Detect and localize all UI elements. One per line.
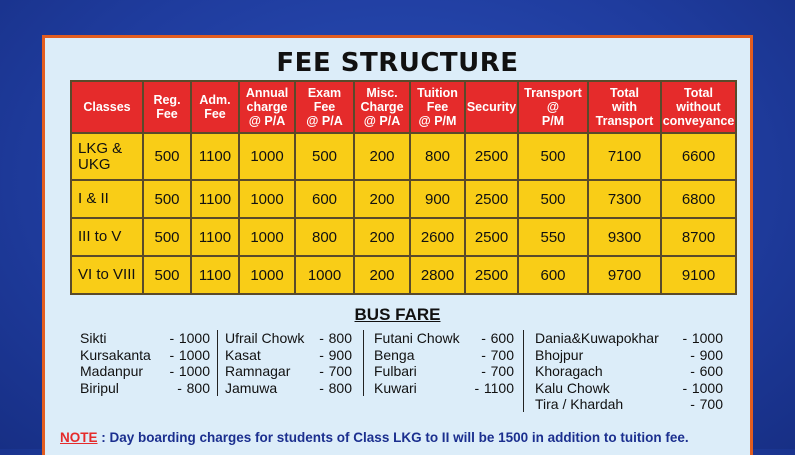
note-text: : Day boarding charges for students of Class LKG to II will be 1500 in addition to tuition fee.	[97, 430, 689, 445]
bus-stop-name: Madanpur	[80, 363, 144, 379]
bus-fare-amount: 700	[699, 396, 723, 412]
fee-cell: 2500	[465, 256, 518, 294]
bus-fare-item	[535, 330, 723, 347]
bus-stop-name: Dania&Kuwapokhar	[535, 330, 659, 346]
fare-dash: -	[682, 330, 688, 346]
bus-stop-name: Jamuwa	[225, 379, 278, 396]
bus-fare-amount: 1000	[691, 330, 723, 346]
fee-cell: 200	[354, 218, 410, 256]
fare-dash: -	[319, 346, 324, 363]
header-cell: Tuition Fee @ P/M	[410, 81, 465, 133]
bus-fare-item	[535, 363, 723, 380]
bus-fare-column	[374, 330, 514, 396]
header-cell: Total without conveyance	[661, 81, 736, 133]
bus-fare-amount: 700	[490, 346, 514, 363]
fee-cell: 600	[518, 256, 588, 294]
fee-cell: 2500	[465, 180, 518, 218]
table-row	[71, 133, 736, 180]
fee-cell: 2800	[410, 256, 465, 294]
fee-cell: 500	[143, 180, 191, 218]
fee-cell: 1100	[191, 133, 239, 180]
fare-dash: -	[319, 379, 324, 396]
column-divider	[363, 330, 364, 396]
fee-cell: 9300	[588, 218, 661, 256]
bus-fare-amount: 900	[699, 346, 723, 363]
fare-dash: -	[319, 363, 324, 379]
table-row	[71, 218, 736, 256]
bus-stop-name: Tira / Khardah	[535, 396, 624, 412]
header-cell: Total with Transport	[588, 81, 661, 133]
fee-cell: 500	[295, 133, 354, 180]
fee-cell: 550	[518, 218, 588, 256]
fare-dash: -	[319, 330, 324, 346]
bus-fare-amount: 800	[186, 379, 210, 396]
fee-cell: 7100	[588, 133, 661, 180]
header-cell: Misc. Charge @ P/A	[354, 81, 410, 133]
fee-cell: 1000	[239, 133, 295, 180]
fee-cell: 200	[354, 180, 410, 218]
note	[60, 430, 689, 445]
fee-cell: 500	[143, 133, 191, 180]
class-cell: LKG & UKG	[71, 133, 143, 180]
bus-fare-item	[225, 380, 352, 397]
bus-fare-item	[225, 363, 352, 380]
fee-cell: 1100	[191, 256, 239, 294]
fee-cell: 200	[354, 256, 410, 294]
bus-stop-name: Kalu Chowk	[535, 379, 610, 396]
bus-fare-item	[225, 330, 352, 347]
header-cell: Reg. Fee	[143, 81, 191, 133]
class-cell: VI to VIII	[71, 256, 143, 294]
bus-fare-item	[80, 363, 210, 380]
fare-dash: -	[690, 346, 695, 363]
bus-fare-item	[80, 330, 210, 347]
bus-fare-amount: 1000	[178, 363, 210, 379]
class-cell: III to V	[71, 218, 143, 256]
bus-fare-amount: 1000	[691, 379, 723, 396]
fee-cell: 500	[518, 133, 588, 180]
fee-cell: 500	[518, 180, 588, 218]
fee-cell: 1100	[191, 218, 239, 256]
bus-stop-name: Fulbari	[374, 363, 417, 379]
header-cell: Annual charge @ P/A	[239, 81, 295, 133]
fee-cell: 8700	[661, 218, 736, 256]
bus-fare-amount: 1000	[178, 346, 210, 363]
bus-fare-amount: 800	[328, 330, 352, 346]
bus-stop-name: Ramnagar	[225, 363, 291, 379]
table-row	[71, 256, 736, 294]
header-cell: Exam Fee @ P/A	[295, 81, 354, 133]
fare-dash: -	[481, 330, 486, 346]
bus-fare-item	[535, 347, 723, 364]
bus-fare-item	[535, 396, 723, 413]
bus-fare-item	[225, 347, 352, 364]
fee-cell: 900	[410, 180, 465, 218]
fee-cell: 500	[143, 256, 191, 294]
bus-stop-name: Kursakanta	[80, 346, 151, 363]
bus-fare-amount: 900	[328, 346, 352, 363]
bus-fare-item	[80, 347, 210, 364]
bus-stop-name: Kasat	[225, 346, 261, 363]
bus-fare-column	[80, 330, 210, 396]
fare-dash: -	[474, 379, 480, 396]
bus-fare-item	[374, 347, 514, 364]
fee-cell: 600	[295, 180, 354, 218]
bus-fare-amount: 700	[328, 363, 352, 379]
header-cell: Classes	[71, 81, 143, 133]
fee-cell: 7300	[588, 180, 661, 218]
fee-cell: 1000	[239, 218, 295, 256]
bus-fare-amount: 600	[699, 363, 723, 379]
fee-cell: 800	[295, 218, 354, 256]
fee-cell: 2600	[410, 218, 465, 256]
fee-cell: 200	[354, 133, 410, 180]
fee-cell: 500	[143, 218, 191, 256]
fee-cell: 1100	[191, 180, 239, 218]
header-cell: Security	[465, 81, 518, 133]
bus-stop-name: Kuwari	[374, 379, 417, 396]
fare-dash: -	[481, 346, 486, 363]
bus-fare-amount: 1000	[178, 330, 210, 346]
bus-stop-name: Ufrail Chowk	[225, 330, 305, 346]
fare-dash: -	[690, 396, 695, 412]
fare-dash: -	[690, 363, 695, 379]
note-label: NOTE	[60, 430, 98, 445]
page-title: FEE STRUCTURE	[276, 48, 519, 78]
fee-cell: 1000	[239, 180, 295, 218]
fee-cell: 9100	[661, 256, 736, 294]
fee-cell: 6600	[661, 133, 736, 180]
bus-fare-item	[80, 380, 210, 397]
bus-fare-item	[374, 363, 514, 380]
bus-fare-item	[374, 380, 514, 397]
fee-table-header	[71, 81, 736, 133]
fee-cell: 800	[410, 133, 465, 180]
bus-stop-name: Futani Chowk	[374, 330, 460, 346]
fee-cell: 9700	[588, 256, 661, 294]
bus-fare-amount: 600	[490, 330, 514, 346]
column-divider	[523, 330, 524, 412]
column-divider	[217, 330, 218, 396]
bus-fare-amount: 800	[328, 379, 352, 396]
bus-fare-title: BUS FARE	[354, 305, 441, 324]
bus-fare-column	[225, 330, 352, 396]
bus-stop-name: Bhojpur	[535, 346, 584, 363]
bus-fare-amount: 700	[490, 363, 514, 379]
bus-stop-name: Sikti	[80, 330, 107, 346]
bus-fare-column	[535, 330, 723, 413]
fare-dash: -	[481, 363, 486, 379]
fare-dash: -	[682, 379, 688, 396]
header-cell: Adm. Fee	[191, 81, 239, 133]
fee-table	[70, 80, 737, 295]
class-cell: I & II	[71, 180, 143, 218]
bus-stop-name: Biripul	[80, 379, 119, 396]
fee-cell: 1000	[239, 256, 295, 294]
bus-fare-item	[374, 330, 514, 347]
bus-stop-name: Benga	[374, 346, 415, 363]
fee-cell: 1000	[295, 256, 354, 294]
fare-dash: -	[169, 330, 175, 346]
fee-card	[42, 35, 753, 455]
table-row	[71, 180, 736, 218]
header-cell: Transport @ P/M	[518, 81, 588, 133]
fee-cell: 6800	[661, 180, 736, 218]
bus-fare-item	[535, 380, 723, 397]
fare-dash: -	[169, 346, 175, 363]
fee-cell: 2500	[465, 218, 518, 256]
bus-stop-name: Khoragach	[535, 363, 603, 379]
fare-dash: -	[177, 379, 182, 396]
fare-dash: -	[169, 363, 175, 379]
bus-fare-amount: 1100	[483, 379, 514, 396]
fee-cell: 2500	[465, 133, 518, 180]
